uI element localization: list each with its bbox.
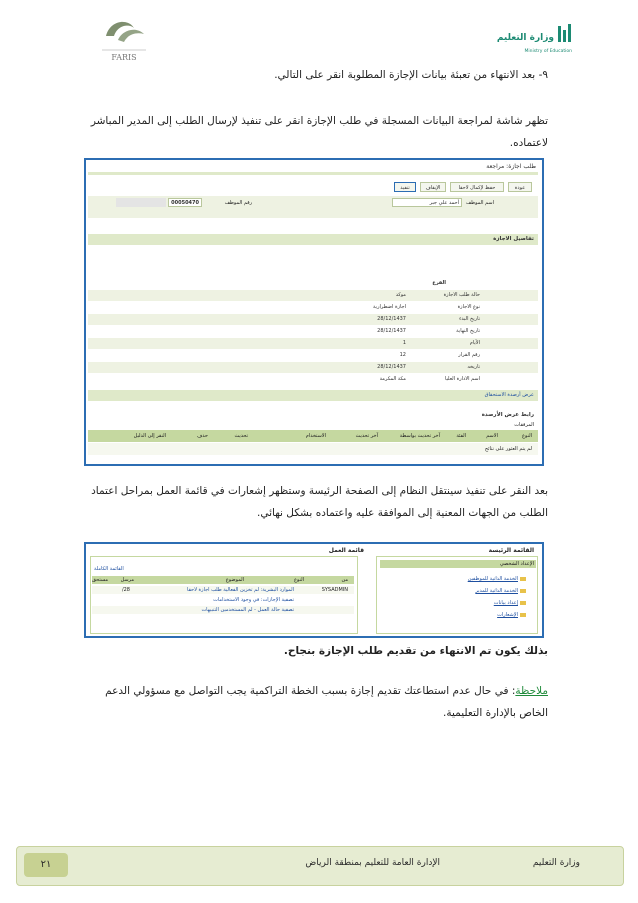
worklist-col-due: مستحق <box>91 577 108 583</box>
detail-row <box>88 290 538 301</box>
balance-bar <box>88 390 538 401</box>
success-message: بذلك يكون تم الانتهاء من تقديم طلب الإجازة بنجاح. <box>283 645 548 657</box>
worklist-header <box>92 576 354 584</box>
detail-row <box>88 374 538 385</box>
tree-item[interactable]: الخدمة الذاتية للمدير <box>475 588 526 594</box>
worklist-row[interactable] <box>92 596 354 604</box>
detail-value: موكد <box>395 292 406 298</box>
worklist-row[interactable] <box>92 606 354 614</box>
worklist-col-from: من <box>341 577 348 583</box>
detail-value: 28/12/1437 <box>377 364 406 370</box>
detail-label: حالة طلب الاجازة <box>443 292 480 298</box>
employee-name-label: اسم الموظف <box>465 200 494 206</box>
col-updated-by: آخر تحديث بواسطة <box>399 433 440 439</box>
section-label: الفرع <box>432 280 446 286</box>
note-paragraph <box>88 680 548 724</box>
title-underline <box>88 172 538 175</box>
detail-value: مكة المكرمة <box>379 376 406 382</box>
tree-item[interactable]: إعداد بيانات <box>494 600 526 606</box>
employee-name-field: أحمد علي جبر <box>392 198 462 207</box>
col-usage: الاستخدام <box>305 433 326 439</box>
note-text: : في حال عدم استطاعتك تقديم إجازة بسبب الخطة التراكمية يجب التواصل مع مسؤولي الدعم الخاص بالإدارة التعليمية. <box>105 685 548 719</box>
personal-setup-tab[interactable]: الإعداد الشخصي <box>380 560 536 568</box>
footer-administration: الإدارة العامة للتعليم بمنطقة الرياض <box>305 858 440 868</box>
detail-value: اجازة اضطرارية <box>373 304 406 310</box>
stop-button[interactable]: الإيقاف <box>420 182 446 192</box>
page-number: ٢١ <box>40 859 52 870</box>
detail-label: الأيام <box>469 340 480 346</box>
ministry-logo-en: Ministry of Education <box>524 49 572 54</box>
detail-row <box>88 326 538 337</box>
employee-number-label: رقم الموظف <box>224 200 252 206</box>
detail-value: 28/12/1437 <box>377 316 406 322</box>
review-screen-screenshot <box>84 158 544 466</box>
col-update: تحديث <box>234 433 248 439</box>
back-button[interactable]: عودة <box>508 182 532 192</box>
worklist-panel <box>90 556 358 634</box>
worklist-subject: تصفية الإجازات: في وجود الاستخدامات <box>213 597 294 603</box>
detail-value: 28/12/1437 <box>377 328 406 334</box>
submit-button[interactable]: تنفيذ <box>394 182 416 192</box>
col-last-updated: آخر تحديث <box>355 433 378 439</box>
balance-header: رابط عرض الأرصدة <box>481 412 534 418</box>
attachments-label: المرفقات <box>514 422 534 428</box>
folder-icon <box>520 601 526 605</box>
section-row <box>88 278 538 289</box>
redacted-field <box>116 198 166 207</box>
footer-ministry: وزارة التعليم <box>532 858 580 868</box>
tree-item[interactable]: الخدمة الذاتية للموظفين <box>468 576 526 582</box>
col-delete: حذف <box>197 433 208 439</box>
folder-icon <box>520 613 526 617</box>
table-empty-row <box>88 443 538 455</box>
detail-value: 1 <box>402 340 406 346</box>
folder-icon <box>520 577 526 581</box>
faris-logo-text: FARIS <box>111 53 137 62</box>
detail-label: تاريخ النهاية <box>456 328 480 334</box>
details-header-bar <box>88 234 538 245</box>
main-menu-title: القائمة الرئيسة <box>488 547 534 554</box>
attachments-table-header <box>88 430 538 442</box>
worklist-row[interactable] <box>92 586 354 594</box>
col-name: الاسم <box>486 433 498 439</box>
full-list-link[interactable]: القائمة الكاملة <box>94 566 124 572</box>
after-submit-paragraph: بعد النقر على تنفيذ سينتقل النظام إلى الصفحة الرئيسة وستظهر إشعارات في قائمة العمل بمراحل اعتماد الطلب من الجهات المعنية إلى الموافقة عليه واعتماده بشكل نهائي. <box>91 485 548 519</box>
detail-row <box>88 350 538 361</box>
detail-row <box>88 338 538 349</box>
detail-label: رقم القرار <box>458 352 480 358</box>
faris-logo <box>88 14 158 66</box>
worklist-col-type: النوع <box>294 577 304 583</box>
worklist-from: SYSADMIN <box>321 587 348 593</box>
review-title: طلب اجازة: مراجعة <box>486 163 536 170</box>
details-header: تفاصيل الاجازة <box>493 236 534 242</box>
employee-number-field: 00050470 <box>168 198 202 207</box>
step-9-text: ٩- بعد الانتهاء من تعبئة بيانات الإجازة المطلوبة انقر على التالي. <box>274 69 548 81</box>
worklist-subject: الموارد البشرية: لم تخزين الفعالية طلب اجازة لاحقا <box>186 587 294 593</box>
detail-row <box>88 302 538 313</box>
detail-label: اسم الادارة العليا <box>445 376 480 382</box>
detail-label: نوع الاجازة <box>457 304 480 310</box>
ministry-of-education-logo <box>496 20 578 60</box>
table-empty-text: لم يتم العثور على نتائج <box>484 446 532 452</box>
col-type: النوع <box>522 433 532 439</box>
note-label: ملاحظة <box>515 685 548 697</box>
detail-label: تاريخ البدء <box>459 316 480 322</box>
home-worklist-screenshot <box>84 542 544 638</box>
detail-row <box>88 362 538 373</box>
detail-label: تاريخه <box>467 364 480 370</box>
worklist-subject: تصفية حالة العمل - لم المستخدمين التنبيهات <box>201 607 294 613</box>
col-category: الفئة <box>456 433 466 439</box>
col-guide: النقر إلى الدليل <box>133 433 166 439</box>
balance-link[interactable]: عرض أرصدة الاستحقاق <box>484 392 534 398</box>
detail-value: 12 <box>399 352 406 358</box>
worklist-sent: 28/ <box>121 587 130 593</box>
worklist-col-subject: الموضوع <box>225 577 244 583</box>
save-later-button[interactable]: حفظ لإكمال لاحقا <box>450 182 504 192</box>
ministry-logo-ar: وزارة التعليم <box>496 33 554 43</box>
detail-row <box>88 314 538 325</box>
review-screen-paragraph: تظهر شاشة لمراجعة البيانات المسجلة في طلب الإجازة انقر على تنفيذ لإرسال الطلب إلى المدير المباشر لاعتماده. <box>90 115 548 149</box>
worklist-title: قائمة العمل <box>328 547 364 554</box>
worklist-col-sent: مرسل <box>120 577 134 583</box>
folder-icon <box>520 589 526 593</box>
tree-item[interactable]: الإشعارات <box>497 612 526 618</box>
